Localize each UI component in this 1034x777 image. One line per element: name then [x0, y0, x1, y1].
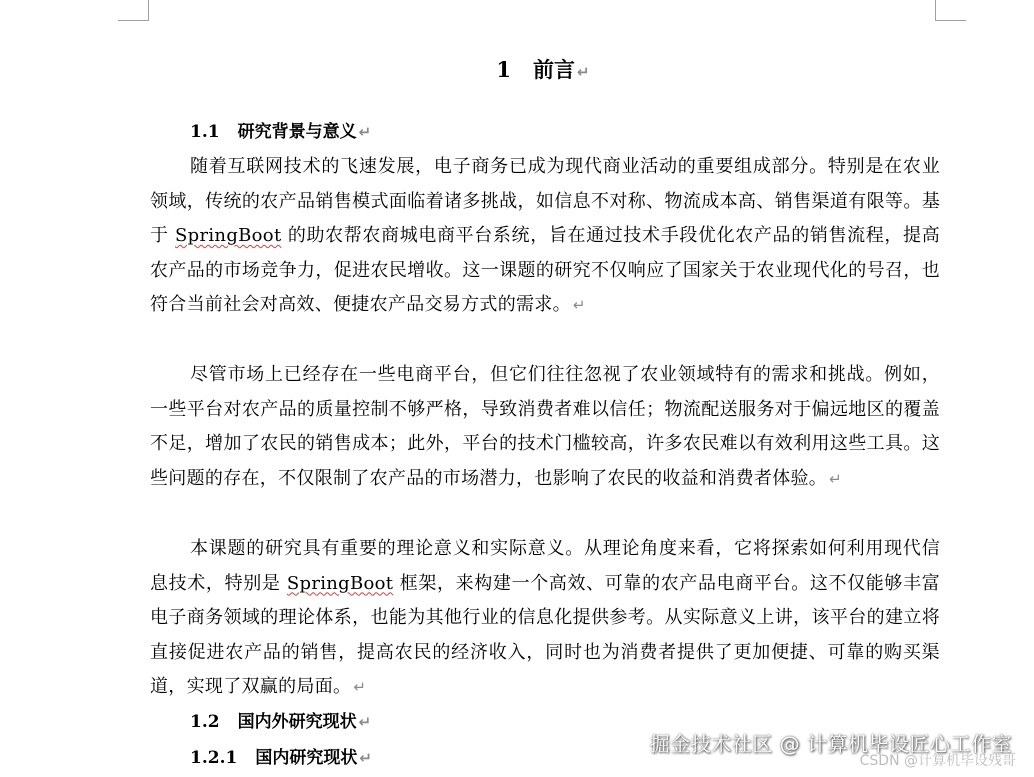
paragraph-text: 尽管市场上已经存在一些电商平台，但它们往往忽视了农业领域特有的需求和挑战。例如，一些平台对农产品的质量控制不够严格，导致消费者难以信任；物流配送服务对于偏远地区的覆盖不足，增加了农民的销售成本；此外，平台的技术门槛较高，许多农民难以有效利用这些工具。这些问题的存在，不仅限制了农产品的市场潜力，也影响了农民的收益和消费者体验。 — [150, 364, 940, 489]
section-heading-1-2[interactable] — [190, 710, 371, 734]
paragraph-mark-icon: ↵ — [577, 63, 590, 81]
section-heading-1-2-1[interactable] — [190, 746, 372, 770]
paragraph-mark-icon: ↵ — [358, 123, 372, 141]
paragraph-text: 的助农帮农商城电商平台系统，旨在通过技术手段优化农产品的销售流程，提高农产品的市场竞争力，促进农民增收。这一课题的研究不仅响应了国家关于农业现代化的号召，也符合当前社会对高效、便捷农产品交易方式的需求。 — [150, 225, 940, 316]
watermark-sub: CSDN @计算机毕设残哥 — [859, 753, 1016, 769]
crop-mark-top-right — [935, 0, 966, 21]
section-heading-1-1[interactable] — [190, 120, 371, 144]
paragraph-text: 本课题的研究具有重要的理论意义和实际意义。从理论角度来看，它将探索如何利用现代信息技术，特别是 — [150, 538, 940, 594]
spellcheck-term: SpringBoot — [175, 225, 282, 247]
crop-mark-top-left — [118, 0, 149, 21]
section-number: 1.2.1 — [190, 748, 238, 768]
paragraph-text: 随着互联网技术的飞速发展，电子商务已成为现代商业活动的重要组成部分。特别是在农业领域，传统的农产品销售模式面临着诸多挑战，如信息不对称、物流成本高、销售渠道有限等。基于 — [150, 156, 940, 247]
body-paragraph-2[interactable] — [150, 358, 940, 496]
paragraph-mark-icon: ↵ — [353, 678, 367, 697]
section-number: 1.2 — [190, 712, 220, 732]
body-paragraph-3[interactable] — [150, 532, 940, 705]
paragraph-text: 框架，来构建一个高效、可靠的农产品电商平台。这不仅能够丰富电子商务领域的理论体系，也能为其他行业的信息化提供参考。从实际意义上讲，该平台的建立将直接促进农产品的销售，提高农民的经济收入，同时也为消费者提供了更加便捷、可靠的购买渠道，实现了双赢的局面。 — [150, 572, 941, 698]
paragraph-mark-icon: ↵ — [572, 296, 586, 315]
body-paragraph-1[interactable] — [150, 150, 940, 323]
chapter-number: 1 — [496, 57, 512, 82]
paragraph-mark-icon: ↵ — [359, 749, 372, 767]
chapter-heading[interactable] — [0, 55, 1034, 87]
section-title: 国内外研究现状 — [237, 712, 357, 732]
section-title: 国内研究现状 — [255, 748, 358, 768]
watermark-main: 掘金技术社区 @ 计算机毕设匠心工作室 — [649, 732, 1012, 756]
spellcheck-term: SpringBoot — [286, 572, 394, 594]
paragraph-mark-icon: ↵ — [829, 469, 842, 488]
chapter-title: 前言 — [533, 57, 576, 82]
paragraph-mark-icon: ↵ — [358, 713, 372, 731]
section-title: 研究背景与意义 — [237, 122, 357, 142]
section-number: 1.1 — [190, 122, 220, 142]
